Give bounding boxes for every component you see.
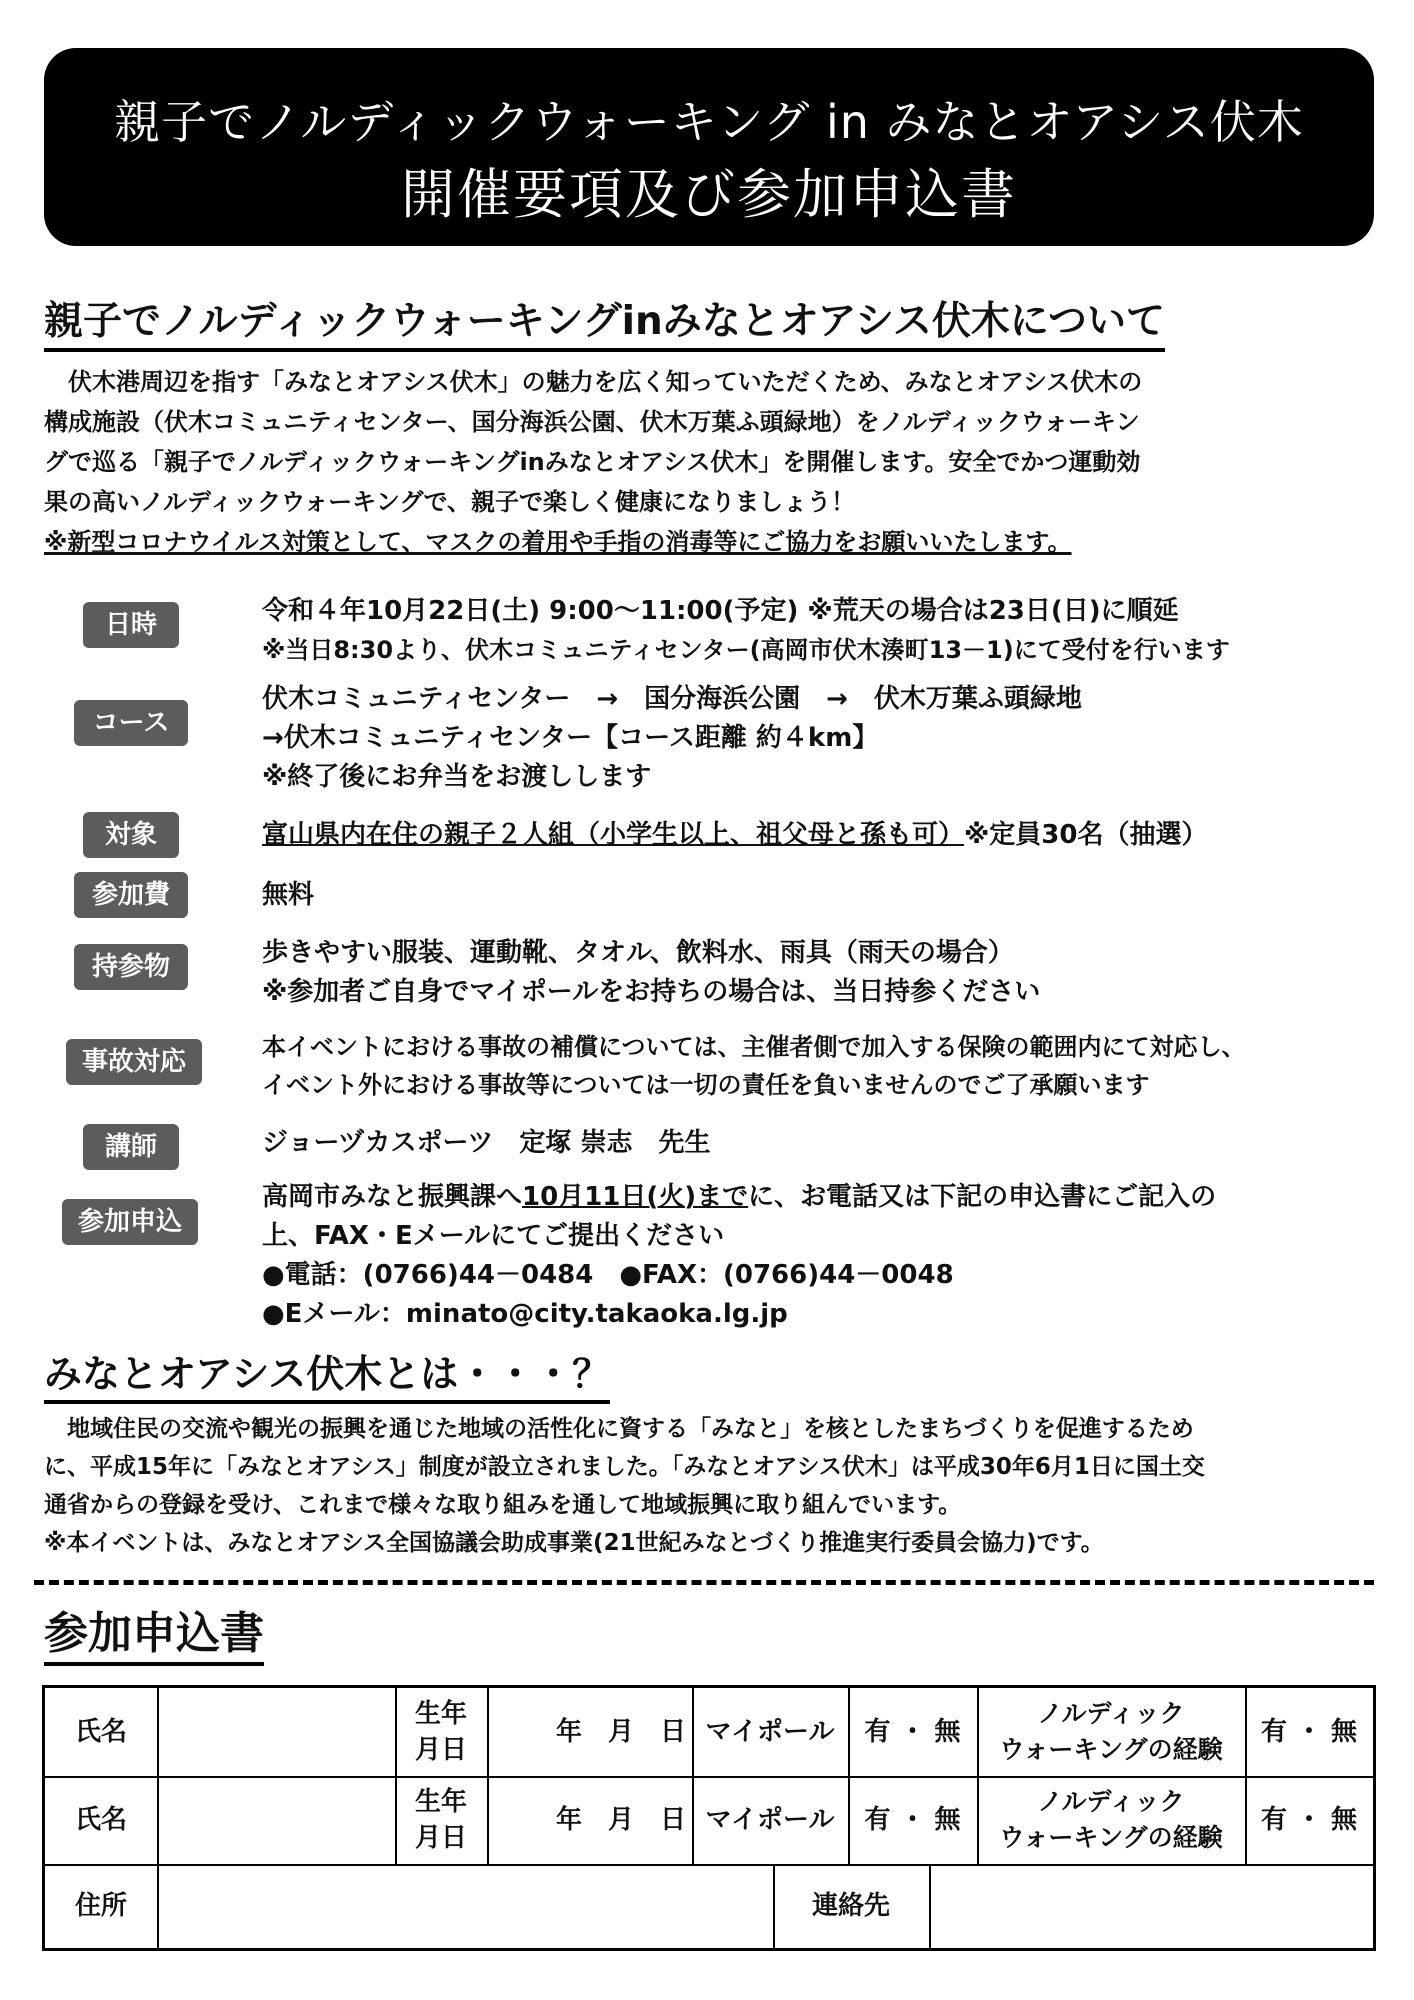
target-info — [262, 816, 1207, 855]
course-line: →伏木コミュニティセンター【コース距離 約４km】 — [262, 723, 879, 753]
accident-info — [262, 1028, 1246, 1104]
about-oasis-line: に、平成15年に「みなとオアシス」制度が設立されました。「みなとオアシス伏木」は平成30年6月1日に国土交 — [44, 1454, 1205, 1480]
my-pole-choice[interactable]: 有 ・ 無 — [864, 1717, 961, 1747]
fee-label: 参加費 — [74, 872, 188, 918]
covid-note: ※新型コロナウイルス対策として、マスクの着用や手指の消毒等にご協力をお願いいたします。 — [44, 528, 1072, 556]
contact-field[interactable] — [931, 1864, 1373, 1948]
instructor-label: 講師 — [83, 1124, 179, 1170]
belongings-info — [262, 934, 1040, 1012]
contact-label: 連絡先 — [811, 1891, 890, 1921]
experience-choice[interactable]: 有 ・ 無 — [1260, 1717, 1358, 1747]
accident-line: 本イベントにおける事故の補償については、主催者側で加入する保険の範囲内にて対応し、 — [262, 1033, 1246, 1061]
about-event-heading: 親子でノルディックウォーキングinみなとオアシス伏木について — [44, 298, 1165, 352]
my-pole-choice[interactable]: 有 ・ 無 — [864, 1805, 961, 1835]
birthdate-label: 生年 月日 — [414, 1787, 467, 1853]
cut-line — [34, 1580, 1374, 1585]
apply-line2: 上、FAX・Eメールにてご提出ください — [262, 1221, 725, 1251]
course-info — [262, 680, 1082, 797]
instructor-text: ジョーヅカスポーツ 定塚 崇志 先生 — [262, 1128, 711, 1158]
name-field[interactable] — [159, 1776, 395, 1864]
about-event-line: 果の高いノルディックウォーキングで、親子で楽しく健康になりましょう！ — [44, 488, 855, 516]
application-form — [42, 1685, 1376, 1951]
birthdate-field[interactable]: 年 月 日 — [555, 1717, 686, 1747]
apply-line1 — [262, 1178, 1216, 1217]
fee-text: 無料 — [262, 880, 315, 910]
about-oasis-text — [44, 1410, 1205, 1562]
about-oasis-line: 地域住民の交流や観光の振興を通じた地域の活性化に資する「みなと」を核としたまちづくりを促進するため — [44, 1416, 1194, 1442]
course-line: ※終了後にお弁当をお渡しします — [262, 762, 652, 792]
apply-line1-pre: 高岡市みなと振興課へ — [262, 1182, 523, 1212]
target-label: 対象 — [83, 812, 179, 858]
date-info — [262, 592, 1230, 670]
apply-email: ●Eメール：minato@city.takaoka.lg.jp — [262, 1299, 788, 1329]
address-field[interactable] — [159, 1864, 773, 1948]
my-pole-label: マイポール — [705, 1717, 835, 1747]
belongings-label: 持参物 — [74, 944, 188, 990]
date-line: ※当日8:30より、伏木コミュニティセンター(高岡市伏木湊町13－1)にて受付を行います — [262, 636, 1230, 664]
my-pole-label: マイポール — [705, 1805, 835, 1835]
course-label: コース — [74, 700, 188, 746]
apply-phone-fax: ●電話：(0766)44－0484 ●FAX：(0766)44－0048 — [262, 1260, 954, 1290]
belongings-line: 歩きやすい服装、運動靴、タオル、飲料水、雨具（雨天の場合） — [262, 938, 1014, 968]
banner-title-line2: 開催要項及び参加申込書 — [401, 163, 1017, 226]
experience-label: ノルディック ウォーキングの経験 — [999, 1787, 1223, 1852]
date-line: 令和４年10月22日(土) 9:00～11:00(予定) ※荒天の場合は23日(日)に順延 — [262, 596, 1179, 626]
title-banner — [44, 48, 1374, 246]
about-event-line: 伏木港周辺を指す「みなとオアシス伏木」の魅力を広く知っていただくため、みなとオアシス伏木の — [44, 368, 1143, 396]
experience-choice[interactable]: 有 ・ 無 — [1260, 1805, 1358, 1835]
accident-label: 事故対応 — [66, 1039, 202, 1085]
about-event-text — [44, 362, 1142, 562]
banner-title-line1: 親子でノルディックウォーキング in みなとオアシス伏木 — [114, 95, 1304, 149]
name-label: 氏名 — [74, 1717, 127, 1747]
target-capacity: ※定員30名（抽選） — [964, 820, 1208, 850]
about-event-line: 構成施設（伏木コミュニティセンター、国分海浜公園、伏木万葉ふ頭緑地）をノルディックウォーキン — [44, 408, 1140, 436]
apply-info — [262, 1178, 1216, 1334]
date-label: 日時 — [83, 602, 179, 648]
birthdate-label: 生年 月日 — [414, 1699, 467, 1765]
name-label: 氏名 — [74, 1805, 127, 1835]
about-oasis-heading: みなとオアシス伏木とは・・・？ — [44, 1350, 610, 1404]
belongings-line: ※参加者ご自身でマイポールをお持ちの場合は、当日持参ください — [262, 977, 1041, 1007]
course-line: 伏木コミュニティセンター → 国分海浜公園 → 伏木万葉ふ頭緑地 — [262, 684, 1082, 714]
apply-line1-post: に、お電話又は下記の申込書にご記入の — [748, 1182, 1217, 1212]
birthdate-field[interactable]: 年 月 日 — [555, 1805, 686, 1835]
name-field[interactable] — [159, 1688, 395, 1776]
address-label: 住所 — [74, 1891, 127, 1921]
target-text: 富山県内在住の親子２人組（小学生以上、祖父母と孫も可） — [262, 820, 965, 850]
experience-label: ノルディック ウォーキングの経験 — [999, 1699, 1223, 1764]
about-oasis-line: ※本イベントは、みなとオアシス全国協議会助成事業(21世紀みなとづくり推進実行委員会協力)です。 — [44, 1530, 1104, 1556]
about-oasis-line: 通省からの登録を受け、これまで様々な取り組みを通して地域振興に取り組んでいます。 — [44, 1492, 962, 1518]
about-event-line: グで巡る「親子でノルディックウォーキングinみなとオアシス伏木」を開催します。安全でかつ運動効 — [44, 448, 1141, 476]
form-title: 参加申込書 — [44, 1608, 264, 1666]
accident-line: イベント外における事故等については一切の責任を負いませんのでご了承願います — [262, 1071, 1150, 1099]
apply-deadline: 10月11日(火)まで — [522, 1182, 749, 1212]
apply-label: 参加申込 — [62, 1199, 198, 1245]
